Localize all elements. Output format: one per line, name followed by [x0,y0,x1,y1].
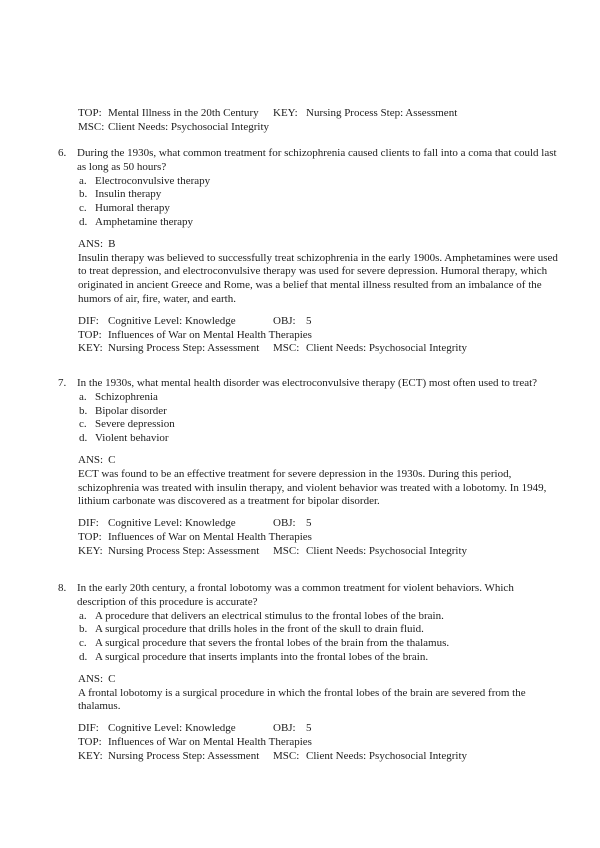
meta-value: Cognitive Level: Knowledge [108,517,236,530]
question-number: 8. [58,582,67,594]
option-text: Insulin therapy [95,188,162,201]
meta-value: Influences of War on Mental Health Therapies [108,328,312,341]
question-meta [58,315,558,356]
meta-row [58,329,558,343]
option-row [79,405,558,419]
meta-row [58,315,558,329]
option-text: Amphetamine therapy [95,215,194,228]
meta-label: KEY: [273,107,298,119]
option-letter: d. [79,650,88,663]
question-number: 7. [58,377,67,389]
option-text: Schizophrenia [95,390,158,403]
meta-label: MSC: [273,749,300,762]
options-list [58,391,558,446]
option-row [79,175,558,189]
option-text: A surgical procedure that severs the frontal lobes of the brain from the thalamus. [95,637,450,650]
meta-value: Influences of War on Mental Health Therapies [108,530,312,543]
meta-row [58,517,558,531]
question-block-7 [58,377,558,559]
meta-label: OBJ: [273,314,296,327]
meta-row [58,121,558,135]
meta-row [58,545,558,559]
meta-label: KEY: [78,544,103,557]
option-row [79,188,558,202]
meta-value: Mental Illness in the 20th Century [108,107,259,119]
meta-label: TOP: [78,735,102,748]
option-row [79,432,558,446]
meta-label: TOP: [78,107,102,119]
meta-value: 5 [306,722,312,735]
option-letter: b. [79,188,88,201]
option-text: Electroconvulsive therapy [95,174,211,187]
meta-label: MSC: [273,544,300,557]
page-header-meta [58,107,558,135]
meta-col2 [273,107,457,121]
option-row [79,637,558,651]
question-stem-row [58,377,558,391]
meta-value: Nursing Process Step: Assessment [108,749,260,762]
meta-label: DIF: [78,722,99,735]
meta-label: KEY: [78,749,103,762]
option-row [79,216,558,230]
question-stem-row [58,582,558,610]
option-row [79,623,558,637]
answer-row [58,454,558,468]
option-text: A surgical procedure that inserts implants into the frontal lobes of the brain. [95,650,429,663]
meta-col2 [273,750,467,764]
meta-col2 [273,722,312,736]
meta-col2 [273,545,467,559]
rationale-text: ECT was found to be an effective treatment for severe depression in the 1930s. During this period, schizophrenia was treated with insulin therapy, and violent behavior was treated with a lobotomy. In 1949, lithium carbonate was discovered as a treatment for bipolar disorder. [78,467,547,508]
option-letter: a. [79,609,87,622]
answer-value: C [108,672,116,685]
meta-value: Nursing Process Step: Assessment [108,342,260,355]
meta-row [58,750,558,764]
option-text: Humoral therapy [95,202,170,215]
option-letter: c. [79,418,87,431]
meta-row [58,107,558,121]
option-row [79,391,558,405]
option-text: Violent behavior [95,432,169,445]
option-row [79,651,558,665]
options-list [58,610,558,665]
meta-value: Client Needs: Psychosocial Integrity [306,749,467,762]
meta-label: DIF: [78,314,99,327]
option-letter: b. [79,623,88,636]
answer-value: C [108,453,116,466]
question-stem: In the early 20th century, a frontal lobotomy was a common treatment for violent behaviors. Which description of this procedure is accurate? [77,582,514,608]
meta-col2 [273,342,467,356]
option-letter: c. [79,202,87,215]
question-meta [58,722,558,763]
question-stem-row [58,147,558,175]
question-stem: During the 1930s, what common treatment for schizophrenia caused clients to fall into a coma that could last as long as 50 hours? [77,147,557,173]
option-letter: d. [79,215,88,228]
option-letter: a. [79,174,87,187]
meta-label: OBJ: [273,722,296,735]
meta-value: Cognitive Level: Knowledge [108,722,236,735]
answer-label: ANS: [78,453,104,466]
meta-value: Nursing Process Step: Assessment [108,544,260,557]
option-row [79,202,558,216]
meta-value: Cognitive Level: Knowledge [108,314,236,327]
meta-row [58,722,558,736]
meta-value: Client Needs: Psychosocial Integrity [306,342,467,355]
question-meta [58,517,558,558]
answer-value: B [108,237,116,250]
option-letter: d. [79,432,88,445]
option-text: A procedure that delivers an electrical stimulus to the frontal lobes of the brain. [95,609,444,622]
rationale-text: Insulin therapy was believed to successfully treat schizophrenia in the early 1900s. Amphetamines were used to treat depression, and electroconvulsive therapy was used for severe depression. Humoral therapy, which originated in ancient Greece and Rome, was a belief that mental illness resulted from an imbalance of the humors of air, fire, water, and earth. [78,251,558,305]
meta-row [58,531,558,545]
meta-value: Influences of War on Mental Health Therapies [108,735,312,748]
meta-col2 [273,517,312,531]
question-block-8 [58,582,558,764]
option-letter: a. [79,390,87,403]
answer-row [58,673,558,687]
option-letter: c. [79,637,87,650]
option-text: A surgical procedure that drills holes in the front of the skull to drain fluid. [95,623,424,636]
meta-row [58,736,558,750]
meta-label: TOP: [78,530,102,543]
question-stem: In the 1930s, what mental health disorder was electroconvulsive therapy (ECT) most often used to treat? [77,377,538,389]
options-list [58,175,558,230]
meta-value: Client Needs: Psychosocial Integrity [306,544,467,557]
answer-label: ANS: [78,237,104,250]
meta-label: KEY: [78,342,103,355]
meta-label: OBJ: [273,517,296,530]
option-letter: b. [79,404,88,417]
option-row [79,418,558,432]
meta-value: 5 [306,314,312,327]
option-text: Bipolar disorder [95,404,167,417]
meta-label: MSC: [78,120,105,133]
meta-value: Client Needs: Psychosocial Integrity [108,120,269,133]
option-text: Severe depression [95,418,175,431]
question-block-6 [58,147,558,356]
meta-row [58,342,558,356]
meta-label: TOP: [78,328,102,341]
rationale-text: A frontal lobotomy is a surgical procedure in which the frontal lobes of the brain are severed from the thalamus. [78,686,526,713]
meta-label: MSC: [273,342,300,355]
question-number: 6. [58,147,67,159]
answer-label: ANS: [78,672,104,685]
meta-label: DIF: [78,517,99,530]
option-row [79,610,558,624]
answer-row [58,238,558,252]
meta-value: 5 [306,517,312,530]
meta-value: Nursing Process Step: Assessment [306,107,458,119]
meta-col2 [273,315,312,329]
